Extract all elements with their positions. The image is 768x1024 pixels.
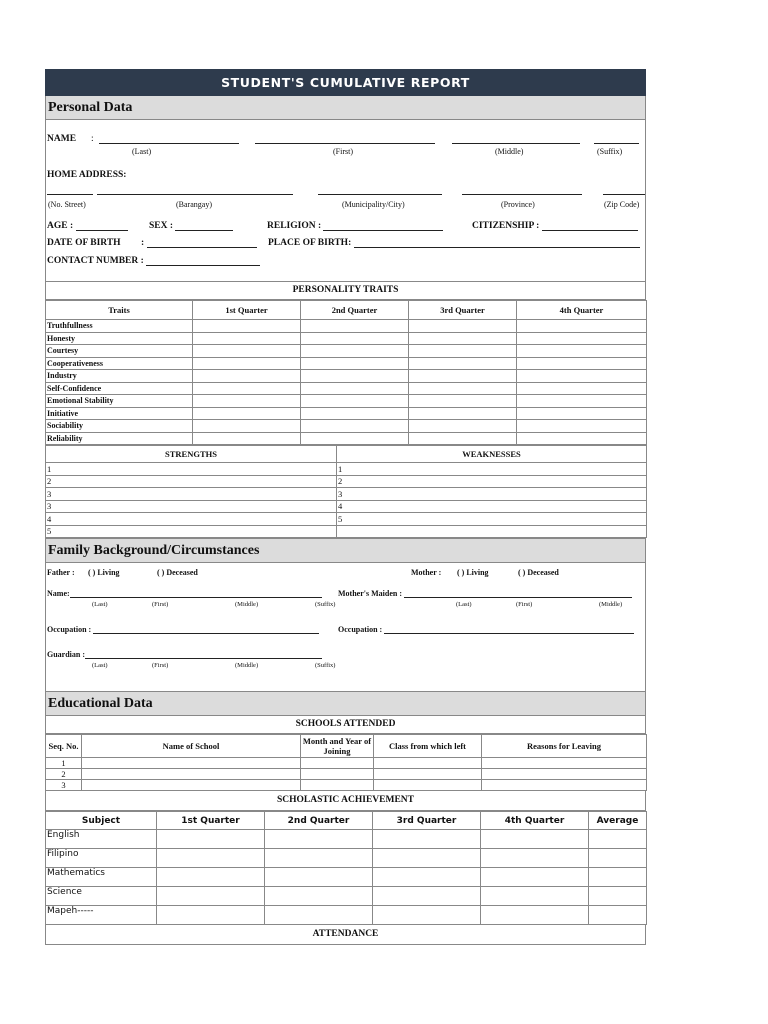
trait-rating-cell[interactable] [193, 370, 301, 383]
subject-row [46, 868, 647, 887]
subject-row [46, 830, 647, 849]
school-col-header: Month and Year of Joining [301, 735, 374, 758]
trait-row [46, 345, 647, 358]
father-middle-caption: (Middle) [235, 601, 259, 608]
strength-weakness-row [46, 525, 647, 538]
weakness-item[interactable]: 2 [337, 475, 647, 488]
trait-rating-cell[interactable] [301, 357, 409, 370]
weakness-item[interactable] [337, 525, 647, 538]
trait-rating-cell[interactable] [193, 420, 301, 433]
subject-name: Filipino [46, 849, 157, 868]
schools-attended-table [45, 734, 647, 791]
trait-rating-cell[interactable] [193, 357, 301, 370]
trait-rating-cell[interactable] [409, 345, 517, 358]
name-first-caption: (First) [333, 147, 353, 156]
trait-rating-cell[interactable] [517, 370, 647, 383]
grade-cell[interactable] [265, 830, 373, 849]
traits-col-header: 2nd Quarter [301, 301, 409, 320]
guardian-first-caption: (First) [152, 662, 169, 669]
trait-rating-cell[interactable] [193, 407, 301, 420]
trait-rating-cell[interactable] [517, 382, 647, 395]
trait-row [46, 395, 647, 408]
school-cell[interactable] [482, 769, 647, 780]
trait-rating-cell[interactable] [409, 382, 517, 395]
mother-living-option[interactable]: ( ) Living [457, 568, 489, 577]
contact-number-label: CONTACT NUMBER : [47, 256, 144, 266]
guardian-last-caption: (Last) [92, 662, 108, 669]
trait-rating-cell[interactable] [409, 420, 517, 433]
subject-row [46, 849, 647, 868]
subject-col-header: 1st Quarter [157, 812, 265, 830]
father-last-caption: (Last) [92, 601, 108, 608]
trait-rating-cell[interactable] [301, 407, 409, 420]
name-suffix-caption: (Suffix) [597, 147, 623, 156]
strength-weakness-row [46, 463, 647, 476]
strengths-header: STRENGTHS [46, 446, 337, 463]
guardian-suffix-caption: (Suffix) [315, 662, 336, 669]
grade-cell[interactable] [373, 849, 481, 868]
attendance-caption: ATTENDANCE [45, 925, 646, 945]
school-cell[interactable] [301, 769, 374, 780]
subject-name: Science [46, 887, 157, 906]
date-of-birth-field[interactable] [147, 238, 257, 248]
trait-row [46, 357, 647, 370]
personality-traits-table [45, 300, 647, 445]
mother-label: Mother : [411, 568, 442, 577]
school-cell[interactable] [301, 758, 374, 769]
subject-name: Mapeh----- [46, 906, 157, 925]
strength-weakness-row [46, 488, 647, 501]
father-label: Father : [47, 568, 75, 577]
weakness-item[interactable]: 5 [337, 513, 647, 526]
grade-cell[interactable] [481, 868, 589, 887]
subject-col-header: 4th Quarter [481, 812, 589, 830]
subject-name: English [46, 830, 157, 849]
grade-cell[interactable] [373, 906, 481, 925]
trait-rating-cell[interactable] [409, 395, 517, 408]
school-cell[interactable] [82, 769, 301, 780]
strength-item[interactable]: 1 [46, 463, 337, 476]
grade-cell[interactable] [373, 868, 481, 887]
subject-col-header: Subject [46, 812, 157, 830]
grade-cell[interactable] [265, 906, 373, 925]
traits-header-row [46, 301, 647, 320]
school-col-header: Class from which left [374, 735, 482, 758]
subject-col-header: Average [589, 812, 647, 830]
school-cell[interactable] [482, 780, 647, 791]
mother-middle-caption: (Middle) [599, 601, 623, 608]
trait-rating-cell[interactable] [301, 370, 409, 383]
address-province-caption: (Province) [501, 200, 535, 209]
traits-col-header: 4th Quarter [517, 301, 647, 320]
scholastic-achievement-table [45, 811, 647, 925]
grade-cell[interactable] [265, 868, 373, 887]
grade-cell[interactable] [265, 887, 373, 906]
age-label: AGE : [47, 221, 74, 231]
grade-cell[interactable] [157, 887, 265, 906]
home-address-field[interactable] [47, 185, 645, 195]
trait-rating-cell[interactable] [517, 432, 647, 445]
strength-item[interactable]: 3 [46, 488, 337, 501]
trait-rating-cell[interactable] [193, 332, 301, 345]
name-label: NAME [47, 134, 77, 144]
address-city-caption: (Municipality/City) [342, 200, 405, 209]
trait-row [46, 407, 647, 420]
trait-row [46, 420, 647, 433]
trait-rating-cell[interactable] [517, 407, 647, 420]
family-background-heading: Family Background/Circumstances [45, 538, 646, 563]
trait-rating-cell[interactable] [409, 370, 517, 383]
traits-col-header: Traits [46, 301, 193, 320]
school-row [46, 769, 647, 780]
trait-rating-cell[interactable] [409, 320, 517, 333]
trait-rating-cell[interactable] [193, 382, 301, 395]
trait-name: Self-Confidence [46, 382, 193, 395]
school-seq-no: 3 [46, 780, 82, 791]
family-background-section [45, 563, 646, 691]
subject-row [46, 887, 647, 906]
grade-cell[interactable] [589, 887, 647, 906]
trait-row [46, 332, 647, 345]
strength-weakness-row [46, 500, 647, 513]
personality-traits-caption: PERSONALITY TRAITS [45, 281, 646, 300]
sex-field[interactable] [175, 221, 233, 231]
cumulative-report-form [45, 69, 646, 945]
citizenship-label: CITIZENSHIP : [472, 221, 540, 231]
school-seq-no: 2 [46, 769, 82, 780]
trait-rating-cell[interactable] [193, 345, 301, 358]
personal-data-heading: Personal Data [45, 96, 646, 120]
trait-rating-cell[interactable] [409, 407, 517, 420]
report-title: STUDENT'S CUMULATIVE REPORT [45, 69, 646, 96]
trait-name: Reliability [46, 432, 193, 445]
strength-item[interactable]: 2 [46, 475, 337, 488]
religion-field[interactable] [323, 221, 443, 231]
weakness-item[interactable]: 4 [337, 500, 647, 513]
trait-rating-cell[interactable] [409, 357, 517, 370]
trait-rating-cell[interactable] [517, 345, 647, 358]
trait-rating-cell[interactable] [517, 320, 647, 333]
sex-label: SEX : [149, 221, 174, 231]
school-seq-no: 1 [46, 758, 82, 769]
trait-name: Honesty [46, 332, 193, 345]
subject-col-header: 3rd Quarter [373, 812, 481, 830]
trait-name: Sociability [46, 420, 193, 433]
mother-deceased-option[interactable]: ( ) Deceased [518, 568, 559, 577]
age-field[interactable] [76, 221, 128, 231]
educational-data-heading: Educational Data [45, 691, 646, 716]
school-cell[interactable] [374, 780, 482, 791]
trait-rating-cell[interactable] [193, 432, 301, 445]
strength-item[interactable]: 5 [46, 525, 337, 538]
schools-attended-caption: SCHOOLS ATTENDED [45, 716, 646, 734]
trait-row [46, 432, 647, 445]
address-street-caption: (No. Street) [48, 200, 86, 209]
trait-rating-cell[interactable] [301, 382, 409, 395]
grade-cell[interactable] [157, 830, 265, 849]
trait-rating-cell[interactable] [193, 395, 301, 408]
trait-name: Initiative [46, 407, 193, 420]
name-middle-caption: (Middle) [495, 147, 524, 156]
trait-rating-cell[interactable] [301, 420, 409, 433]
address-zip-caption: (Zip Code) [604, 200, 640, 209]
guardian-label: Guardian : [47, 650, 86, 659]
trait-rating-cell[interactable] [193, 320, 301, 333]
grade-cell[interactable] [589, 849, 647, 868]
school-col-header: Seq. No. [46, 735, 82, 758]
scholastic-achievement-caption: SCHOLASTIC ACHIEVEMENT [45, 791, 646, 811]
father-occupation-field[interactable] [93, 624, 319, 634]
school-cell[interactable] [82, 780, 301, 791]
mother-maiden-label: Mother's Maiden : [338, 589, 402, 598]
trait-rating-cell[interactable] [517, 420, 647, 433]
father-name-field[interactable] [70, 588, 322, 598]
subject-col-header: 2nd Quarter [265, 812, 373, 830]
trait-name: Courtesy [46, 345, 193, 358]
trait-row [46, 320, 647, 333]
grade-cell[interactable] [265, 849, 373, 868]
grade-cell[interactable] [157, 868, 265, 887]
grade-cell[interactable] [481, 830, 589, 849]
trait-rating-cell[interactable] [301, 320, 409, 333]
mother-occupation-field[interactable] [384, 624, 634, 634]
grade-cell[interactable] [589, 906, 647, 925]
trait-rating-cell[interactable] [301, 345, 409, 358]
school-cell[interactable] [82, 758, 301, 769]
school-col-header: Reasons for Leaving [482, 735, 647, 758]
place-of-birth-label: PLACE OF BIRTH: [268, 238, 352, 248]
trait-rating-cell[interactable] [301, 432, 409, 445]
contact-number-field[interactable] [146, 256, 260, 266]
subject-name: Mathematics [46, 868, 157, 887]
trait-rating-cell[interactable] [301, 332, 409, 345]
strength-item[interactable]: 3 [46, 500, 337, 513]
strength-weakness-row [46, 513, 647, 526]
trait-row [46, 382, 647, 395]
citizenship-field[interactable] [542, 221, 638, 231]
guardian-field[interactable] [85, 649, 322, 659]
school-col-header: Name of School [82, 735, 301, 758]
grade-cell[interactable] [481, 887, 589, 906]
father-living-option[interactable]: ( ) Living [88, 568, 120, 577]
grade-cell[interactable] [589, 830, 647, 849]
grade-cell[interactable] [157, 906, 265, 925]
trait-name: Truthfullness [46, 320, 193, 333]
grade-cell[interactable] [481, 849, 589, 868]
mother-maiden-field[interactable] [404, 588, 632, 598]
mother-occupation-label: Occupation : [338, 625, 383, 634]
trait-name: Cooperativeness [46, 357, 193, 370]
school-cell[interactable] [374, 758, 482, 769]
school-cell[interactable] [482, 758, 647, 769]
trait-rating-cell[interactable] [517, 332, 647, 345]
grade-cell[interactable] [481, 906, 589, 925]
date-of-birth-label: DATE OF BIRTH [47, 238, 121, 248]
religion-label: RELIGION : [267, 221, 322, 231]
trait-rating-cell[interactable] [409, 432, 517, 445]
father-deceased-option[interactable]: ( ) Deceased [157, 568, 198, 577]
grade-cell[interactable] [157, 849, 265, 868]
trait-rating-cell[interactable] [409, 332, 517, 345]
place-of-birth-field[interactable] [354, 238, 640, 248]
strength-weakness-row [46, 475, 647, 488]
trait-name: Industry [46, 370, 193, 383]
home-address-label: HOME ADDRESS: [47, 170, 127, 180]
strength-item[interactable]: 4 [46, 513, 337, 526]
trait-rating-cell[interactable] [301, 395, 409, 408]
school-cell[interactable] [374, 769, 482, 780]
father-suffix-caption: (Suffix) [315, 601, 336, 608]
name-field[interactable] [99, 134, 639, 144]
father-occupation-label: Occupation : [47, 625, 92, 634]
weakness-item[interactable]: 3 [337, 488, 647, 501]
mother-first-caption: (First) [516, 601, 533, 608]
guardian-middle-caption: (Middle) [235, 662, 259, 669]
father-name-label: Name: [47, 589, 70, 598]
school-row [46, 780, 647, 791]
mother-last-caption: (Last) [456, 601, 472, 608]
grade-cell[interactable] [589, 868, 647, 887]
personal-data-section: NAME : (Last) (First) (Middle) (Suffix) HOME ADDRESS: (No. Street) (Barangay) (Municipality/City) (Province) (Zip Code) AGE : SEX : RELIGION : CITIZENSHIP : DATE OF BIRTH : PLACE OF BIRTH: CONTACT NUMBER : [45, 120, 646, 281]
name-last-caption: (Last) [132, 147, 152, 156]
strengths-weaknesses-table [45, 445, 647, 538]
father-first-caption: (First) [152, 601, 169, 608]
school-row [46, 758, 647, 769]
weakness-item[interactable]: 1 [337, 463, 647, 476]
trait-name: Emotional Stability [46, 395, 193, 408]
traits-col-header: 3rd Quarter [409, 301, 517, 320]
weaknesses-header: WEAKNESSES [337, 446, 647, 463]
school-cell[interactable] [301, 780, 374, 791]
grade-cell[interactable] [373, 887, 481, 906]
trait-rating-cell[interactable] [517, 357, 647, 370]
trait-rating-cell[interactable] [517, 395, 647, 408]
trait-row [46, 370, 647, 383]
traits-col-header: 1st Quarter [193, 301, 301, 320]
address-barangay-caption: (Barangay) [176, 200, 212, 209]
subject-row [46, 906, 647, 925]
grade-cell[interactable] [373, 830, 481, 849]
